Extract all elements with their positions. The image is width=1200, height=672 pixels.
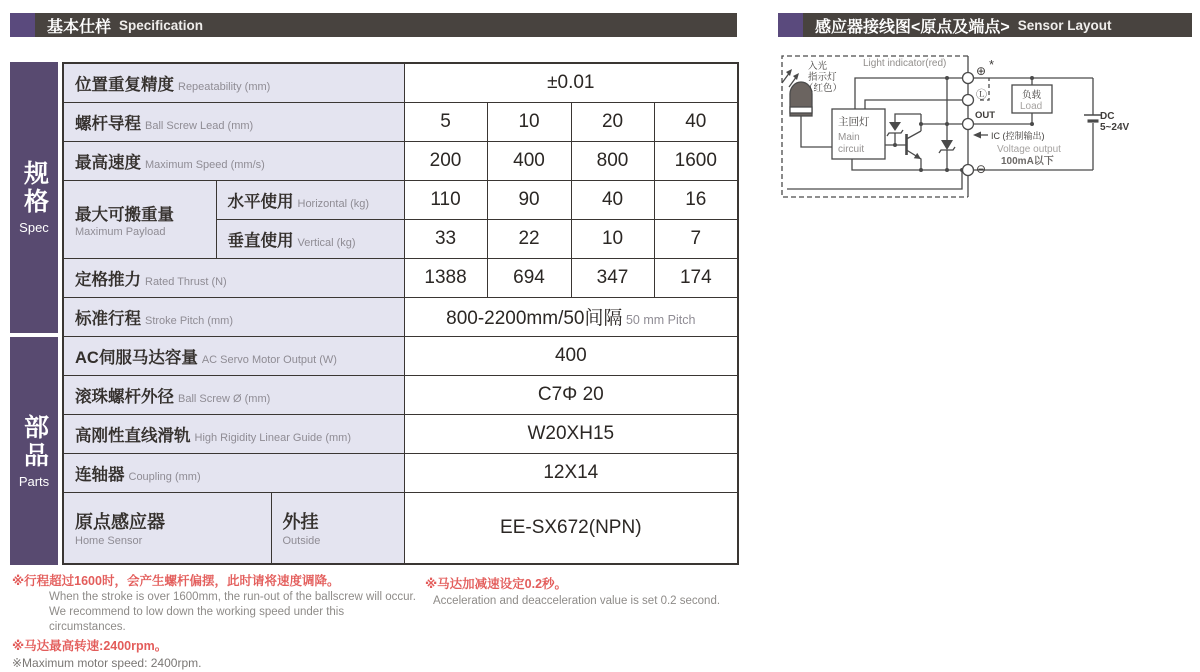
label-en: Repeatability (mm) — [178, 80, 271, 93]
label-en: Vertical (kg) — [297, 236, 356, 249]
transistor-emitter — [907, 150, 922, 170]
left-zener-top-wire — [895, 114, 921, 122]
table-row — [63, 492, 738, 564]
value-horizontal-3: 40 — [571, 180, 654, 219]
terminal-l-icon — [963, 95, 974, 106]
section-spec-label-en: Spec — [19, 220, 49, 235]
footnote-accel-zh: ※马达加减速设定0.2秒。 — [425, 577, 568, 591]
main-circuit-label-en1: Main — [838, 132, 860, 143]
footnote-stroke-warning-zh: ※行程超过1600时，会产生螺杆偏摆，此时请将速度调降。 — [12, 574, 340, 588]
section-spec — [10, 62, 58, 333]
value-ball-screw-od: C7Φ 20 — [404, 375, 738, 414]
label-en: Ball Screw Lead (mm) — [145, 119, 254, 132]
section-spec-label-zh: 规格 — [20, 160, 49, 216]
footnote-accel-en: Acceleration and deacceleration value is set 0.2 second. — [433, 595, 721, 607]
section-parts — [10, 337, 58, 565]
section-parts-label-zh: 部品 — [20, 413, 49, 470]
label-zh: 水平使用 — [227, 192, 294, 211]
value-thrust-3: 347 — [571, 258, 654, 297]
l-terminal-glyph: Ⓛ — [976, 89, 987, 101]
load-label-en: Load — [1020, 101, 1043, 112]
table-row — [63, 336, 738, 375]
led-label-line2: 指示灯 — [808, 72, 837, 83]
led-band — [790, 107, 812, 113]
table-row — [63, 297, 738, 336]
label-zh: 连轴器 — [75, 465, 125, 484]
label-zh: 最高速度 — [75, 153, 141, 172]
table-row — [63, 63, 738, 102]
stroke-value-sub: 50 mm Pitch — [622, 313, 696, 327]
footnotes-left — [12, 573, 417, 672]
dc-label: DC — [1100, 111, 1115, 122]
label-zh: AC伺服马达容量 — [75, 348, 198, 367]
label-zh: 位置重复精度 — [75, 75, 174, 94]
table-row — [63, 180, 738, 219]
ic-output-label: IC (控制输出) — [991, 131, 1045, 141]
row-label-home-sensor — [63, 492, 271, 564]
label-en: Stroke Pitch (mm) — [145, 314, 234, 327]
table-row — [63, 141, 738, 180]
spec-header-title-bar — [35, 13, 737, 37]
value-linear-guide: W20XH15 — [404, 414, 738, 453]
label-zh: 原点感应器 — [75, 512, 165, 533]
label-zh: 最大可搬重量 — [75, 205, 174, 224]
light-arrowhead-icon — [793, 73, 799, 80]
dc-voltage-label: 5~24V — [1100, 122, 1130, 133]
label-en: Home Sensor — [75, 535, 143, 548]
value-vertical-2: 22 — [487, 219, 571, 258]
footnote-motor-speed-zh: ※马达最高转速:2400rpm。 — [12, 639, 168, 653]
led-label-line3: （红色） — [804, 83, 843, 94]
voltage-output-label: Voltage output — [997, 144, 1061, 155]
row-label-linear-guide — [63, 414, 404, 453]
footnotes-right — [425, 576, 755, 609]
row-label-repeatability — [63, 63, 404, 102]
purple-accent-square — [778, 13, 803, 37]
label-zh: 外挂 — [282, 512, 319, 533]
value-horizontal-1: 110 — [404, 180, 487, 219]
label-en: Maximum Speed (mm/s) — [145, 158, 265, 171]
specification-table — [62, 62, 739, 565]
return-wire — [787, 170, 962, 189]
value-speed-3: 800 — [571, 141, 654, 180]
main-circuit-label-zh: 主回灯 — [838, 116, 870, 128]
value-lead-1: 5 — [404, 102, 487, 141]
spec-title-zh: 基本仕样 — [47, 18, 112, 36]
l-rail-wire — [865, 100, 963, 109]
label-zh: 高刚性直线滑轨 — [75, 426, 191, 445]
row-label-rated-thrust — [63, 258, 404, 297]
label-en: Coupling (mm) — [128, 470, 201, 483]
table-row — [63, 375, 738, 414]
label-zh: 标准行程 — [75, 309, 141, 328]
value-servo-output: 400 — [404, 336, 738, 375]
footnote-motor-speed-en: ※Maximum motor speed: 2400rpm. — [12, 656, 202, 670]
main-circuit-label-en2: circuit — [838, 144, 865, 155]
spec-header-bar — [10, 13, 737, 37]
value-horizontal-2: 90 — [487, 180, 571, 219]
led-wire — [801, 116, 832, 147]
row-label-horizontal — [216, 180, 404, 219]
table-row — [63, 102, 738, 141]
sensor-layout-title-en: Sensor Layout — [1017, 17, 1112, 33]
value-lead-3: 20 — [571, 102, 654, 141]
row-label-vertical — [216, 219, 404, 258]
row-label-ball-screw-lead — [63, 102, 404, 141]
led-label-line1: 入光 — [808, 61, 828, 72]
table-row — [63, 453, 738, 492]
wiring-diagram-svg — [775, 52, 1195, 214]
label-en: AC Servo Motor Output (W) — [201, 353, 337, 366]
light-arrowhead-icon — [786, 69, 792, 76]
terminal-plus-icon — [963, 73, 974, 84]
sensor-wiring-diagram — [775, 52, 1195, 219]
value-stroke — [404, 297, 738, 336]
label-zh: 定格推力 — [75, 270, 141, 289]
value-vertical-3: 10 — [571, 219, 654, 258]
label-en: Maximum Payload — [75, 225, 166, 238]
minus-terminal-glyph: ⊖ — [976, 162, 987, 176]
value-speed-2: 400 — [487, 141, 571, 180]
label-zh: 螺杆导程 — [75, 114, 141, 133]
light-indicator-label: Light indicator(red) — [863, 58, 947, 69]
out-terminal-label: OUT — [975, 110, 996, 121]
asterisk-glyph: * — [989, 57, 995, 72]
table-row — [63, 258, 738, 297]
label-en: High Rigidity Linear Guide (mm) — [194, 431, 351, 444]
spec-title-en: Specification — [119, 17, 204, 33]
sensor-layout-header-bar — [778, 13, 1192, 37]
label-en: Horizontal (kg) — [297, 197, 370, 210]
row-label-ball-screw-od — [63, 375, 404, 414]
footnote-stroke-warning-en1: When the stroke is over 1600mm, the run-out of the ballscrew will occur. — [49, 591, 416, 603]
terminal-minus-icon — [963, 165, 974, 176]
label-en: Ball Screw Ø (mm) — [178, 392, 271, 405]
label-en: Outside — [282, 535, 321, 548]
value-coupling: 12X14 — [404, 453, 738, 492]
purple-accent-square — [10, 13, 35, 37]
row-label-outside — [271, 492, 404, 564]
stroke-value-main: 800-2200mm/50间隔 — [446, 308, 623, 329]
label-zh: 垂直使用 — [227, 231, 294, 250]
value-lead-2: 10 — [487, 102, 571, 141]
row-label-stroke — [63, 297, 404, 336]
value-thrust-4: 174 — [654, 258, 738, 297]
row-label-coupling — [63, 453, 404, 492]
row-label-servo-output — [63, 336, 404, 375]
value-vertical-1: 33 — [404, 219, 487, 258]
value-speed-1: 200 — [404, 141, 487, 180]
row-label-max-payload — [63, 180, 216, 258]
load-label-zh: 负载 — [1022, 90, 1042, 101]
zener-diode-icon — [889, 122, 901, 131]
sensor-layout-title-zh: 感应器接线图<原点及端点> — [815, 18, 1010, 36]
zener-diode-icon — [941, 140, 953, 150]
value-repeatability: ±0.01 — [404, 63, 738, 102]
value-home-sensor: EE-SX672(NPN) — [404, 492, 738, 564]
row-label-max-speed — [63, 141, 404, 180]
plus-terminal-glyph: ⊕ — [976, 64, 987, 78]
table-row — [63, 414, 738, 453]
section-parts-label-en: Parts — [18, 473, 50, 489]
value-thrust-1: 1388 — [404, 258, 487, 297]
current-limit-label: 100mA以下 — [1001, 156, 1054, 167]
label-en: Rated Thrust (N) — [145, 275, 227, 288]
label-zh: 滚珠螺杆外径 — [75, 387, 174, 406]
footnote-stroke-warning-en2: We recommend to low down the working speed under this circumstances. — [49, 606, 345, 633]
value-horizontal-4: 16 — [654, 180, 738, 219]
terminal-out-icon — [963, 119, 974, 130]
transistor-collector — [907, 114, 922, 139]
value-lead-4: 40 — [654, 102, 738, 141]
value-speed-4: 1600 — [654, 141, 738, 180]
value-thrust-2: 694 — [487, 258, 571, 297]
sensor-layout-title-bar — [803, 13, 1192, 37]
value-vertical-4: 7 — [654, 219, 738, 258]
ic-arrowhead — [973, 132, 981, 139]
section-band — [10, 62, 58, 565]
